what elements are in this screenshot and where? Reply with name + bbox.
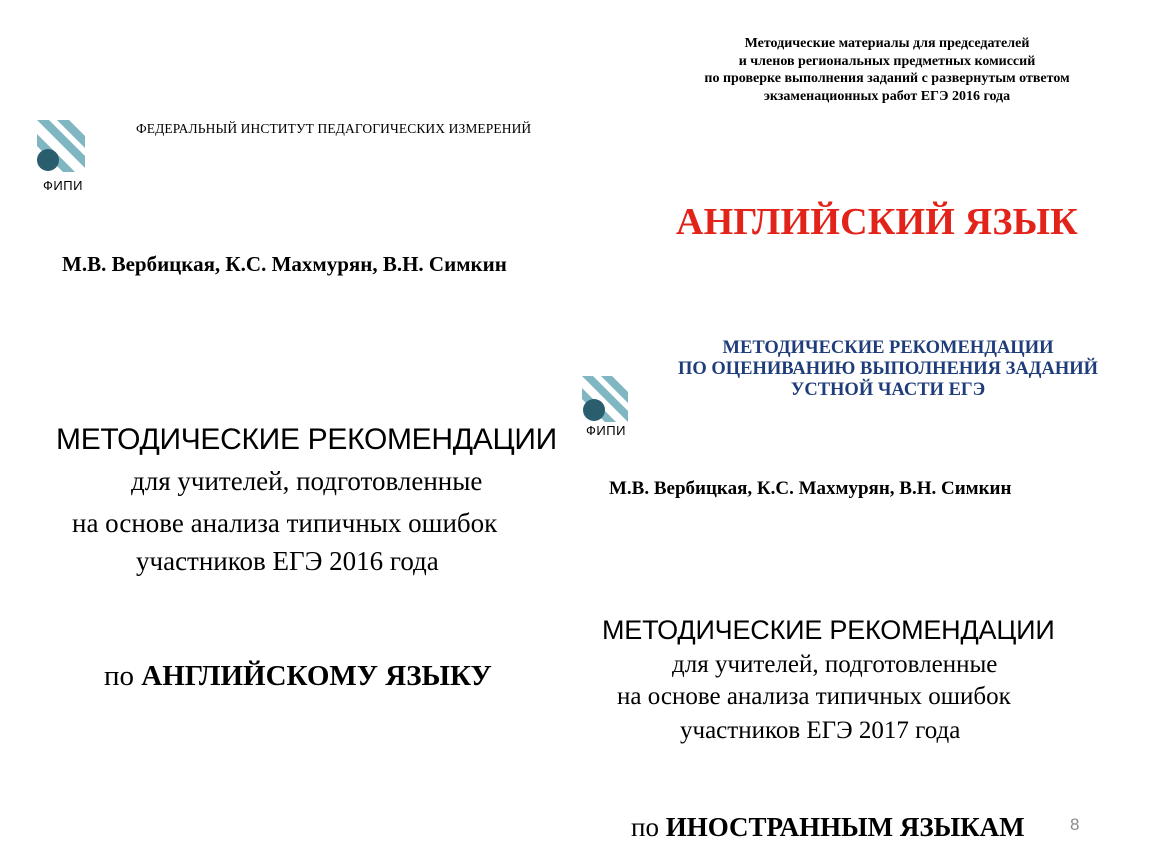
left-subject-name: АНГЛИЙСКОМУ ЯЗЫКУ [141, 660, 492, 692]
right-subject-name: ИНОСТРАННЫМ ЯЗЫКАМ [665, 812, 1025, 842]
fipi-logo-right [582, 376, 634, 454]
fipi-logo-left [37, 120, 89, 198]
materials-line-3: по проверке выполнения заданий с развернутым ответом [704, 71, 1070, 86]
recommendation-title [640, 338, 1136, 401]
fipi-logo-label: ФИПИ [586, 423, 626, 438]
right-description-line-1: для учителей, подготовленные [672, 651, 998, 678]
materials-line-4: экзаменационных работ ЕГЭ 2016 года [763, 88, 1011, 104]
authors-right: М.В. Вербицкая, К.С. Махмурян, В.Н. Симкин [609, 478, 1012, 499]
left-description-line-1: для учителей, подготовленные [131, 466, 483, 496]
institute-name: ФЕДЕРАЛЬНЫЙ ИНСТИТУТ ПЕДАГОГИЧЕСКИХ ИЗМЕРЕНИЙ [136, 121, 532, 136]
right-subject-prefix: по [631, 812, 659, 842]
fipi-logo-label: ФИПИ [43, 178, 83, 193]
fipi-logo-icon [582, 376, 632, 424]
recommendation-line-2: ПО ОЦЕНИВАНИЮ ВЫПОЛНЕНИЯ ЗАДАНИЙ [677, 359, 1099, 379]
materials-line-1: Методические материалы для председателей [744, 36, 1030, 51]
left-description-line-2: на основе анализа типичных ошибок [72, 508, 498, 538]
left-subject [104, 660, 492, 693]
right-description-line-3: участников ЕГЭ 2017 года [680, 717, 961, 744]
page-number: 8 [1070, 815, 1080, 834]
right-description-line-2: на основе анализа типичных ошибок [617, 683, 1011, 710]
authors-left: М.В. Вербицкая, К.С. Махмурян, В.Н. Симкин [62, 252, 507, 276]
right-subject [631, 812, 1025, 843]
left-description-line-3: участников ЕГЭ 2016 года [136, 546, 439, 576]
recommendation-line-3: УСТНОЙ ЧАСТИ ЕГЭ [790, 380, 986, 400]
left-subject-prefix: по [104, 660, 135, 692]
fipi-logo-icon [37, 120, 89, 176]
right-heading: МЕТОДИЧЕСКИЕ РЕКОМЕНДАЦИИ [602, 615, 1055, 645]
subject-title: АНГЛИЙСКИЙ ЯЗЫК [676, 201, 1078, 243]
materials-line-2: и членов региональных предметных комиссий [738, 53, 1036, 69]
recommendation-line-1: МЕТОДИЧЕСКИЕ РЕКОМЕНДАЦИИ [722, 338, 1054, 358]
left-heading: МЕТОДИЧЕСКИЕ РЕКОМЕНДАЦИИ [56, 423, 557, 456]
materials-header [655, 35, 1119, 105]
